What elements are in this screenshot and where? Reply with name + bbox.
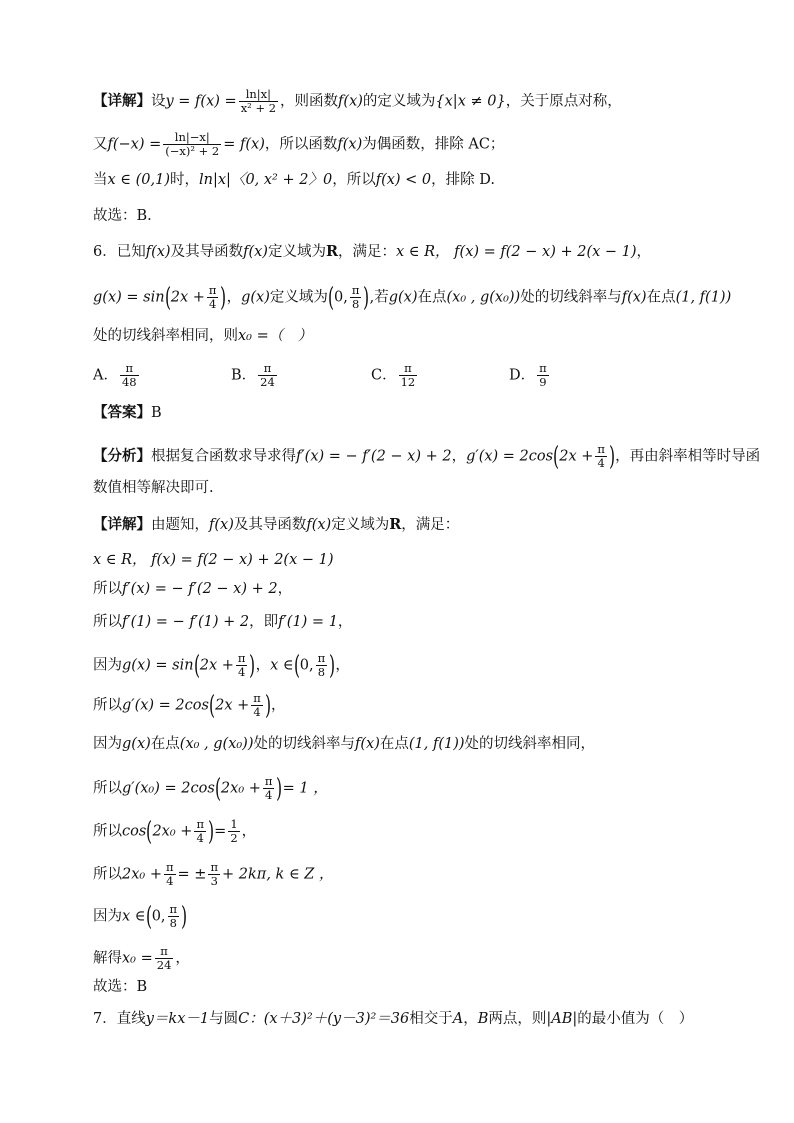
analysis-label: 【分析】	[93, 448, 151, 465]
fraction-pi-4: $\frac{\pi}{4}$	[208, 283, 217, 312]
q6-step-4: 因为g(x) = sin(2x + $\frac{\pi}{4}$ )，x ∈(0, $\frac{\pi}{8}$ )，	[93, 650, 350, 681]
q6-step-8: 所以cos(2x₀ + $\frac{\pi}{4}$ )= $\frac{1}{2}$ ，	[93, 816, 257, 847]
fraction: $\frac{\ln|-x|}{\text{(−x)² + 2}}$	[165, 130, 220, 159]
q6-step-6: 因为g(x)在点(x₀ , g(x₀))处的切线斜率与f(x)在点(1, f(1))处的切线斜率相同，	[93, 736, 596, 752]
q6-options	[93, 362, 734, 396]
fraction-pi-8: $\frac{\pi}{8}$	[351, 283, 360, 312]
prev-detail-line3: 当x ∈ (0,1)时，ln|x|〈0, x² + 2〉0，所以f(x) < 0，排除 D.	[93, 172, 495, 188]
q6-final-answer: 故选：B	[93, 979, 148, 995]
q6-analysis-line1: 【分析】根据复合函数求导求得f′(x) = − f′(2 − x) + 2，g′(x) = 2cos(2x + $\frac{\pi}{4}$ )，再由斜率相等时导函	[93, 441, 761, 472]
detail-label: 【详解】	[93, 517, 151, 533]
option-c: C． $\frac{\pi}{12}$	[371, 361, 416, 390]
answer-label: 【答案】	[93, 405, 151, 421]
option-b: B． $\frac{\pi}{24}$	[231, 361, 275, 390]
prev-detail-line1: 【详解】设y = f(x) = $\frac{\ln|x|}{\text{x² + 2}}$ ，则函数f(x)的定义域为{x|x ≠ 0}，关于原点对称，	[93, 87, 622, 116]
q6-step-10: 因为x ∈(0, $\frac{\pi}{8}$ )	[93, 901, 188, 932]
option-a: A． $\frac{\pi}{48}$	[93, 361, 137, 390]
q6-stem-line3: 处的切线斜率相同，则x₀ =（ ）	[93, 328, 313, 344]
q6-step-5: 所以g′(x) = 2cos(2x + $\frac{\pi}{4}$ )，	[93, 690, 286, 721]
q6-answer: 【答案】B	[93, 405, 162, 421]
detail-label: 【详解】	[93, 93, 151, 110]
q6-step-9: 所以2x₀ + $\frac{\pi}{4}$ = ± $\frac{\pi}{3}$ + 2kπ, k ∈ Z ，	[93, 860, 334, 889]
q6-step-7: 所以g′(x₀) = 2cos(2x₀ + $\frac{\pi}{4}$ )= 1 ，	[93, 773, 328, 804]
q6-step-1: x ∈ R， f(x) = f(2 − x) + 2(x − 1)	[93, 552, 334, 568]
q6-step-2: 所以f′(x) = − f′(2 − x) + 2，	[93, 581, 293, 597]
option-d: D． $\frac{\pi}{9}$	[509, 361, 547, 390]
prev-detail-line2: 又f(−x) = $\frac{\ln|-x|}{\text{(−x)² + 2}}$ = f(x)，所以函数f(x)为偶函数，排除 AC；	[93, 130, 505, 159]
fraction: $\frac{\ln|x|}{\text{x² + 2}}$	[240, 87, 277, 116]
q6-stem-line2: g(x) = sin(2x + $\frac{\pi}{4}$ )，g(x)定义域为(0, $\frac{\pi}{8}$ ),若g(x)在点(x₀ , g(x₀))处的切线斜率与f(x)在点(1, f(1))	[93, 282, 732, 313]
q6-analysis-line2: 数值相等解决即可.	[93, 480, 214, 496]
q6-stem-line1: 6．已知f(x)及其导函数f(x)定义域为R，满足：x ∈ R， f(x) = f(2 − x) + 2(x − 1)，	[93, 243, 652, 260]
prev-answer: 故选：B.	[93, 208, 152, 224]
q6-step-11: 解得x₀ = $\frac{\pi}{24}$ ，	[93, 944, 190, 973]
q7-stem: 7．直线y＝kx－1与圆C：(x＋3)²＋(y－3)²＝36相交于A，B两点，则|AB|的最小值为（ ）	[93, 1011, 694, 1027]
q6-step-3: 所以f′(1) = − f′(1) + 2，即f′(1) = 1，	[93, 614, 353, 630]
q6-detail-line1: 【详解】由题知，f(x)及其导函数f(x)定义域为R，满足：	[93, 516, 460, 533]
